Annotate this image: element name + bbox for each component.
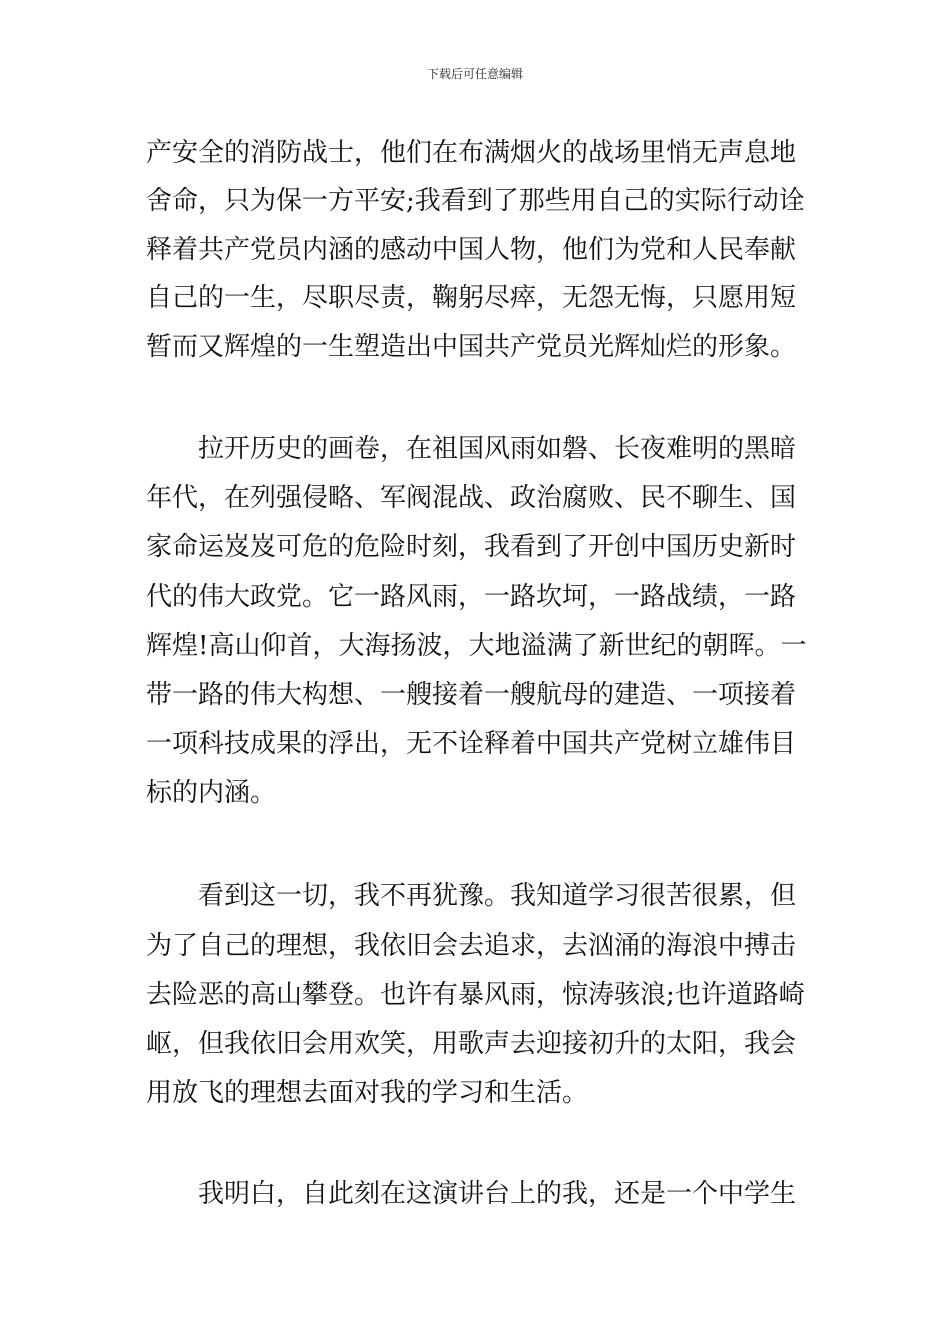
paragraph-3-line-1: 看到这一切，我不再犹豫。我知道学习很苦很累，但 — [198, 881, 797, 911]
paragraph-2-line-4: 代的伟大政党。它一路风雨，一路坎坷，一路战绩，一路 — [146, 582, 797, 612]
paragraph-2-line-2: 年代，在列强侵略、军阀混战、政治腐败、民不聊生、国 — [146, 483, 797, 513]
paragraph-2-line-6: 带一路的伟大构想、一艘接着一艘航母的建造、一项接着 — [146, 680, 797, 710]
paragraph-3-line-5: 用放飞的理想去面对我的学习和生活。 — [146, 1078, 589, 1108]
paragraph-3-line-4: 岖，但我依旧会用欢笑，用歌声去迎接初升的太阳，我会 — [146, 1029, 797, 1059]
paragraph-3-line-2: 为了自己的理想，我依旧会去追求，去汹涌的海浪中搏击 — [146, 931, 797, 961]
paragraph-4-line-1: 我明白，自此刻在这演讲台上的我，还是一个中学生 — [198, 1179, 797, 1209]
paragraph-2-line-8: 标的内涵。 — [146, 778, 277, 808]
paragraph-2-line-3: 家命运岌岌可危的危险时刻，我看到了开创中国历史新时 — [146, 532, 797, 562]
paragraph-2-line-5: 辉煌!高山仰首，大海扬波，大地溢满了新世纪的朝晖。一 — [146, 631, 807, 661]
paragraph-1-line-5: 暂而又辉煌的一生塑造出中国共产党员光辉灿烂的形象。 — [146, 332, 797, 362]
paragraph-2-line-1: 拉开历史的画卷，在祖国风雨如磐、长夜难明的黑暗 — [198, 434, 797, 464]
paragraph-1-line-4: 自己的一生，尽职尽责，鞠躬尽瘁，无怨无悔，只愿用短 — [146, 283, 797, 313]
page-header: 下载后可任意编辑 — [426, 67, 523, 81]
paragraph-2-line-7: 一项科技成果的浮出，无不诠释着中国共产党树立雄伟目 — [146, 729, 797, 759]
paragraph-3-line-3: 去险恶的高山攀登。也许有暴风雨，惊涛骇浪;也许道路崎 — [146, 980, 805, 1010]
paragraph-1-line-1: 产安全的消防战士，他们在布满烟火的战场里悄无声息地 — [146, 138, 797, 168]
paragraph-1-line-2: 舍命，只为保一方平安;我看到了那些用自己的实际行动诠 — [146, 186, 805, 216]
paragraph-1-line-3: 释着共产党员内涵的感动中国人物，他们为党和人民奉献 — [146, 235, 797, 265]
